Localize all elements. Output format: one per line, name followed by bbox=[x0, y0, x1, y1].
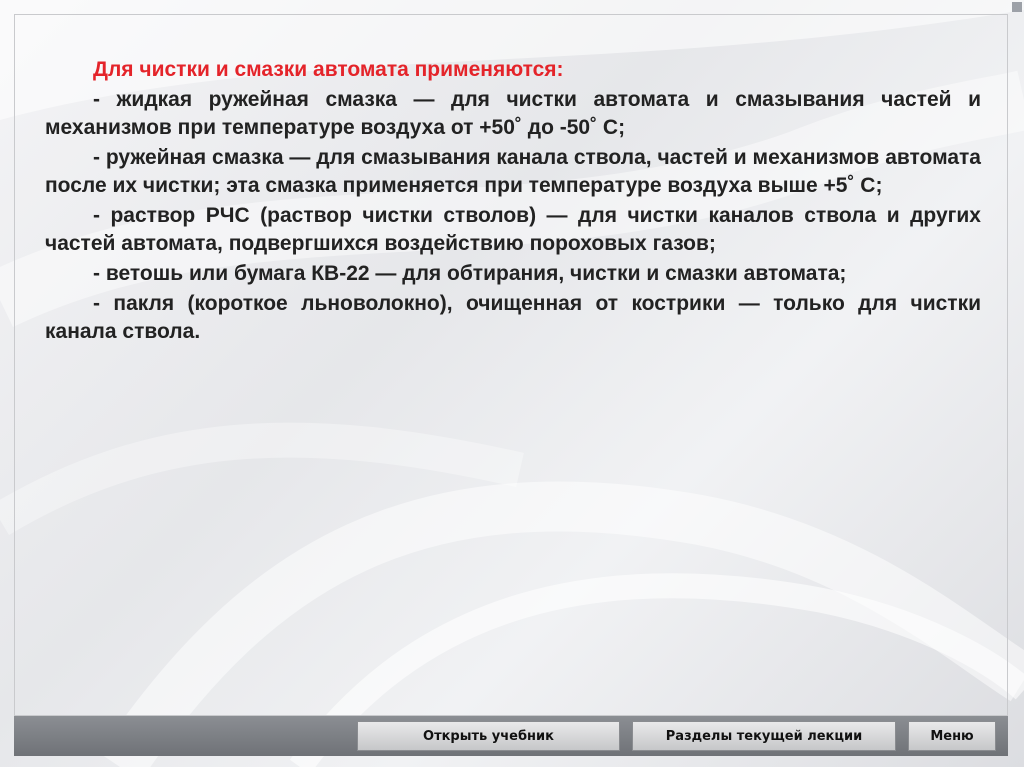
slide-heading: Для чистки и смазки автомата применяются: bbox=[93, 58, 564, 81]
list-item: - жидкая ружейная смазка — для чистки автомата и смазывания частей и механизмов при температуре воздуха от +50˚ до -50˚ С; bbox=[45, 88, 981, 139]
list-item: - ветошь или бумага КВ-22 — для обтирания, чистки и смазки автомата; bbox=[93, 262, 847, 285]
slide-content bbox=[45, 56, 981, 346]
list-item: - раствор РЧС (раствор чистки стволов) — для чистки каналов ствола и других частей автомата, подвергшихся воздействию пороховых газов; bbox=[45, 204, 981, 255]
lecture-sections-button[interactable]: Разделы текущей лекции bbox=[632, 721, 896, 751]
list-item: - ружейная смазка — для смазывания канала ствола, частей и механизмов автомата после их чистки; эта смазка применяется при температуре воздуха выше +5˚ С; bbox=[45, 146, 981, 197]
list-item: - пакля (короткое льноволокно), очищенная от кострики — только для чистки канала ствола. bbox=[45, 292, 981, 343]
menu-button[interactable]: Меню bbox=[908, 721, 996, 751]
corner-marker bbox=[1012, 2, 1022, 12]
open-textbook-button[interactable]: Открыть учебник bbox=[357, 721, 620, 751]
